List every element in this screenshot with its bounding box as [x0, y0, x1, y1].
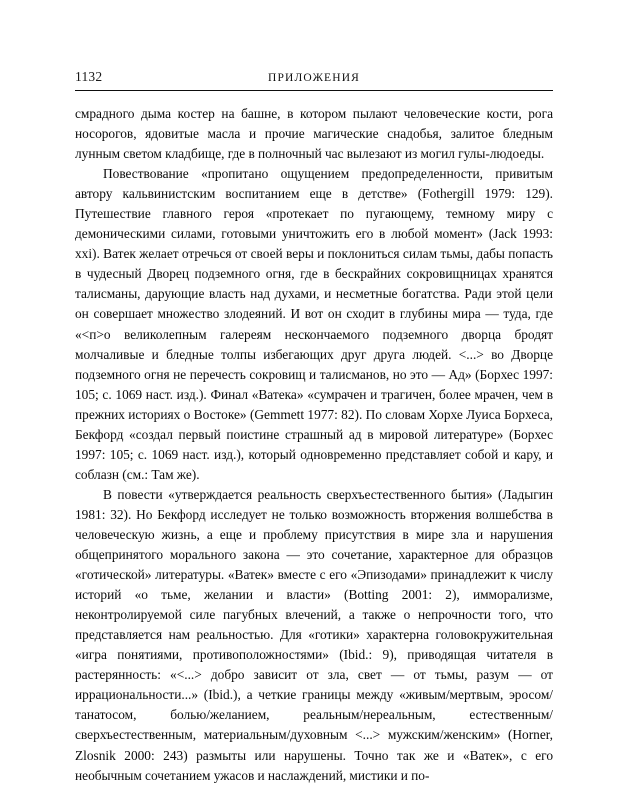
body-text-block — [75, 104, 553, 786]
running-head — [75, 68, 553, 90]
page-number: 1132 — [75, 69, 103, 84]
running-head-title: ПРИЛОЖЕНИЯ — [268, 72, 360, 84]
paragraph: смрадного дыма костер на башне, в котором пылают человеческие кости, рога носорогов, ядовитые масла и прочие магические снадобья, залитое бледным лунным светом кладбище, где в полночный час вылезают из могил гулы-людоеды. — [75, 106, 553, 162]
header-divider-rule — [75, 90, 553, 91]
paragraph: В повести «утверждается реальность сверхъестественного бытия» (Ладыгин 1981: 32). Но Бекфорд исследует не только возможность вторжения волшебства в человеческую жизнь, а еще и проблему присутствия в мире зла и нарушения общепринятого морального закона — это сочетание, характерное для образцов «готической» литературы. «Ватек» вместе с его «Эпизодами» принадлежит к числу историй «о тьме, желании и власти» (Botting 2001: 2), имморализме, неконтролируемой силе пагубных влечений, а также о непрочности того, что представляется нам реальностью. Для «готики» характерна головокружительная «игра понятиями, противоположностями» (Ibid.: 9), приводящая читателя в растерянность: «<...> добро зависит от зла, свет — от тьмы, разум — от иррациональности...» (Ibid.), а четкие границы между «живым/мертвым, эросом/танатосом, болью/желанием, реальным/нереальным, естественным/сверхъестественным, материальным/духовным <...> мужским/женским» (Horner, Zlosnik 2000: 243) размыты или нарушены. Точно так же и «Ватек», с его необычным сочетанием ужасов и наслаждений, мистики и по- — [75, 486, 553, 783]
paragraph: Повествование «пропитано ощущением предопределенности, привитым автору кальвинистским воспитанием еще в детстве» (Fothergill 1979: 129). Путешествие главного героя «протекает по пугающему, темному миру с демоническими силами, готовыми уничтожить его в любой момент» (Jack 1993: xxi). Ватек желает отречься от своей веры и поклониться силам тьмы, дабы попасть в чудесный Дворец подземного огня, где в бескрайних сокровищницах хранятся талисманы, дарующие власть над духами, и несметные богатства. Ради этой цели он совершает множество злодеяний. И вот он сходит в глубины мира — туда, где «<п>о великолепным галереям нескончаемого подземного дворца бродят молчаливые и бледные толпы избегающих друг друга людей. <...> во Дворце подземного огня не перечесть сокровищ и талисманов, но это — Ад» (Борхес 1997: 105; с. 1069 наст. изд.). Финал «Ватека» «сумрачен и трагичен, более мрачен, чем в прежних историях о Востоке» (Gemmett 1977: 82). По словам Хорхе Луиса Борхеса, Бекфорд «создал первый поистине страшный ад в мировой литературе» (Борхес 1997: 105; с. 1069 наст. изд.), который одновременно представляет собой и кару, и соблазн (см.: Там же). — [75, 166, 553, 482]
